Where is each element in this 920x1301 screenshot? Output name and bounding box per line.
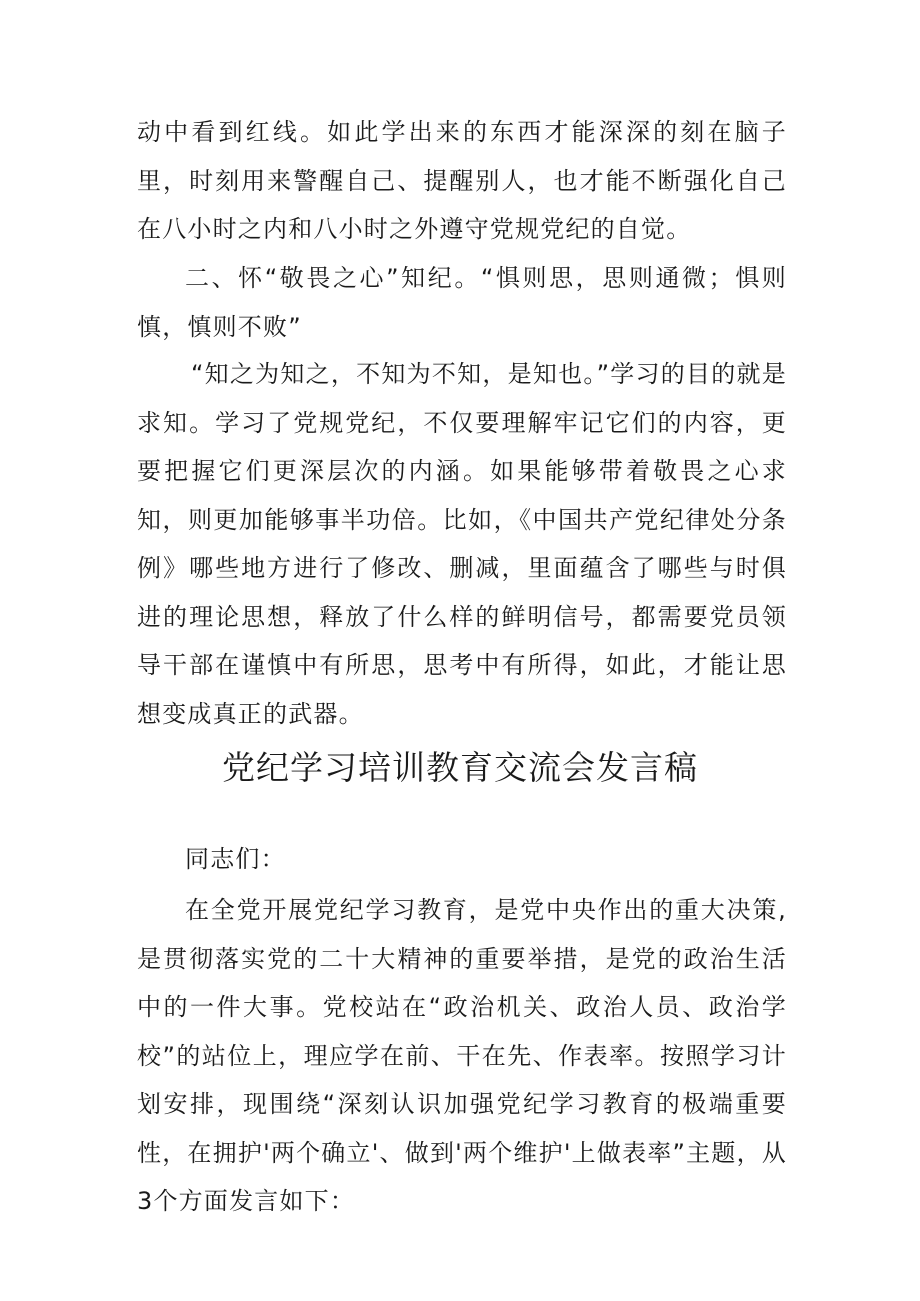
- paragraph-continuation: 动中看到红线。如此学出来的东西才能深深的刻在脑子里，时刻用来警醒自己、提醒别人，也才能不断强化自己在八小时之内和八小时之外遵守党规党纪的自觉。: [137, 118, 787, 243]
- document-title: 党纪学习培训教育交流会发言稿: [222, 748, 698, 787]
- paragraph-knowledge: “知之为知之，不知为不知，是知也。”学习的目的就是求知。学习了党规党纪，不仅要理解牢记它们的内容，更要把握它们更深层次的内涵。如果能够带着敬畏之心求知，则更加能够事半功倍。比如，《中国共产党纪律处分条例》哪些地方进行了修改、删减，里面蕴含了哪些与时俱进的理论思想，释放了什么样的鲜明信号，都需要党员领导干部在谨慎中有所思，思考中有所得，如此，才能让思想变成真正的武器。: [137, 360, 787, 728]
- salutation: 同志们：: [185, 845, 286, 873]
- section-heading-two: 二、怀“敬畏之心”知纪。“惧则思，思则通微；惧则慎，慎则不败”: [137, 264, 787, 341]
- paragraph-intro: 在全党开展党纪学习教育，是党中央作出的重大决策,是贯彻落实党的二十大精神的重要举措，是党的政治生活中的一件大事。党校站在“政治机关、政治人员、政治学校”的站位上，理应学在前、干在先、作表率。按照学习计划安排，现围绕“深刻认识加强党纪学习教育的极端重要性，在拥护'两个确立'、做到'两个维护'上做表率”主题，从3个方面发言如下：: [137, 896, 787, 1215]
